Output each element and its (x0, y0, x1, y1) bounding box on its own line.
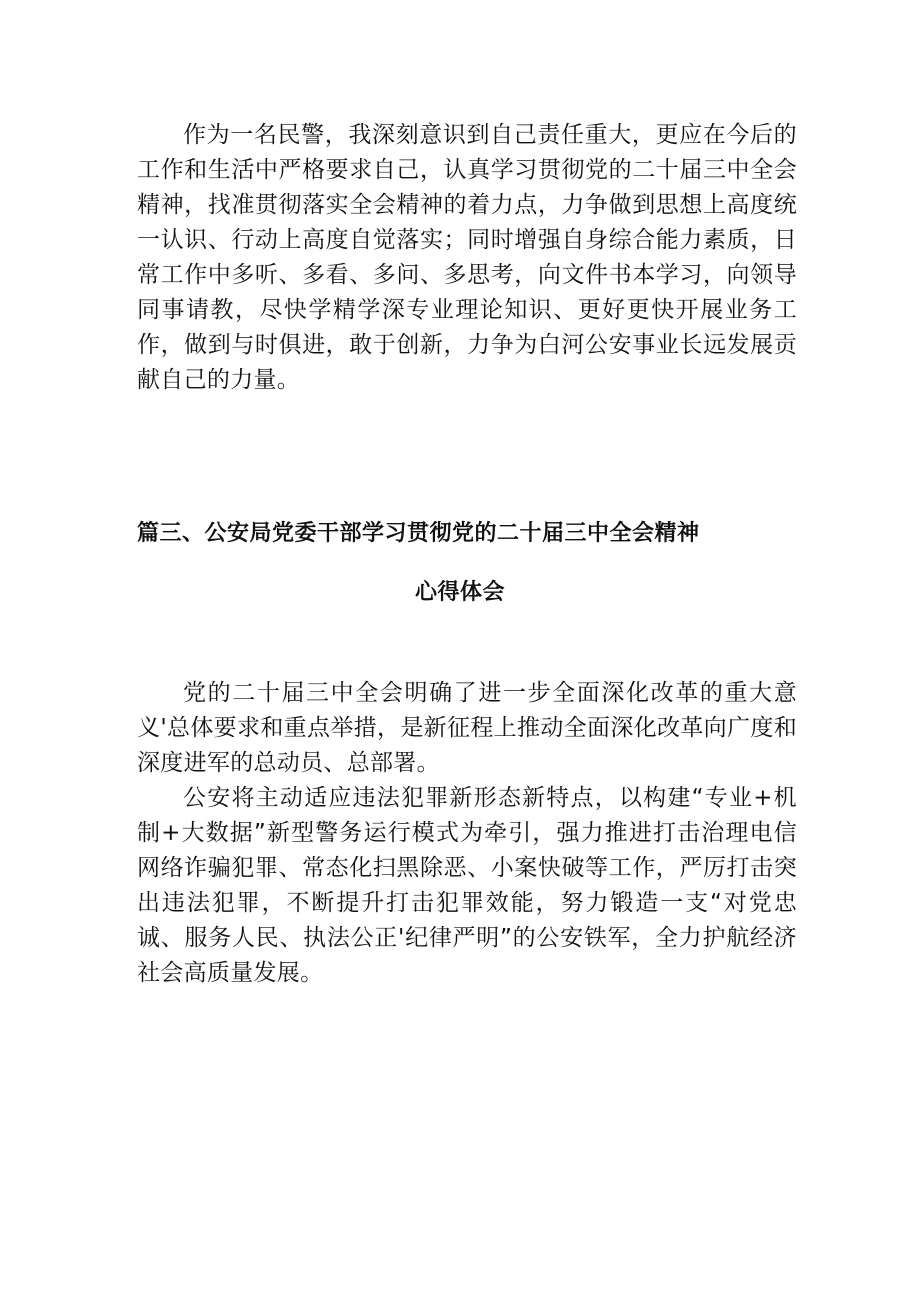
body-paragraph-2: 党的二十届三中全会明确了进一步全面深化改革的重大意义'总体要求和重点举措，是新征程上推动全面深化改革向广度和深度进军的总动员、总部署。 (137, 680, 797, 776)
body-paragraph-1: 作为一名民警，我深刻意识到自己责任重大，更应在今后的工作和生活中严格要求自己，认真学习贯彻党的二十届三中全会精神，找准贯彻落实全会精神的着力点，力争做到思想上高度统一认识、行动上高度自觉落实；同时增强自身综合能力素质，日常工作中多听、多看、多问、多思考，向文件书本学习，向领导同事请教，尽快学精学深专业理论知识、更好更快开展业务工作，做到与时俱进，敢于创新，力争为白河公安事业长远发展贡献自己的力量。 (137, 122, 797, 393)
body-paragraph-3: 公安将主动适应违法犯罪新形态新特点，以构建“专业+机制+大数据”新型警务运行模式为牵引，强力推进打击治理电信网络诈骗犯罪、常态化扫黑除恶、小案快破等工作，严厉打击突出违法犯罪，不断提升打击犯罪效能，努力锻造一支“对党忠诚、服务人民、执法公正'纪律严明”的公安铁军，全力护航经济社会高质量发展。 (137, 785, 797, 986)
section-title-line-2: 心得体会 (414, 580, 505, 605)
section-title-line-1: 篇三、公安局党委干部学习贯彻党的二十届三中全会精神 (137, 521, 700, 546)
